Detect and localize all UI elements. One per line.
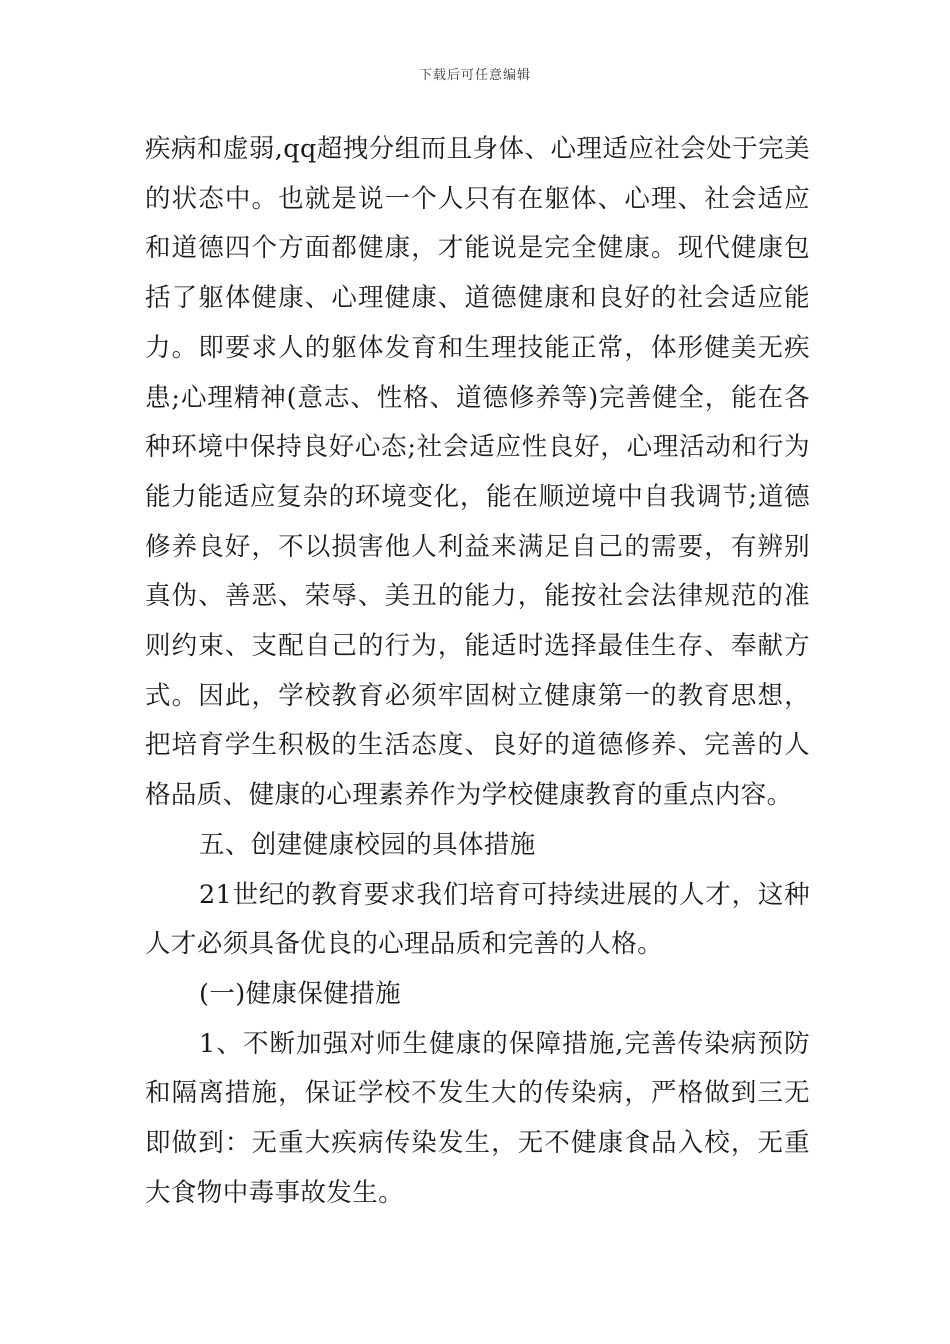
text-line: 式。因此，学校教育必须牢固树立健康第一的教育思想， — [145, 680, 810, 711]
text-line: 种环境中保持良好心态;社会适应性良好，心理活动和行为 — [145, 432, 810, 463]
text-line: 修养良好，不以损害他人利益来满足自己的需要，有辨别 — [145, 531, 810, 562]
text-line: 大食物中毒事故发生。 — [145, 1177, 405, 1208]
text-line: 把培育学生积极的生活态度、良好的道德修养、完善的人 — [145, 730, 810, 761]
text-line: 和道德四个方面都健康，才能说是完全健康。现代健康包 — [145, 233, 810, 264]
text-line: 1、不断加强对师生健康的保障措施,完善传染病预防 — [199, 1028, 810, 1059]
text-line: 人才必须具备优良的心理品质和完善的人格。 — [145, 929, 664, 960]
text-line: 疾病和虚弱,qq超拽分组而且身体、心理适应社会处于完美 — [145, 134, 810, 164]
paragraph-health-definition — [145, 125, 810, 821]
text-line: 即做到：无重大疾病传染发生，无不健康食品入校，无重 — [145, 1128, 810, 1159]
text-line: 21世纪的教育要求我们培育可持续进展的人才，这种 — [199, 879, 810, 910]
text-line: 力。即要求人的躯体发育和生理技能正常，体形健美无疾 — [145, 332, 810, 363]
section-heading-5: 五、创建健康校园的具体措施 — [199, 829, 536, 860]
text-line: 能力能适应复杂的环境变化，能在顺逆境中自我调节;道德 — [145, 481, 810, 512]
document-body — [145, 125, 810, 1218]
text-line: 真伪、善恶、荣辱、美丑的能力，能按社会法律规范的准 — [145, 581, 810, 612]
text-line: 格品质、健康的心理素养作为学校健康教育的重点内容。 — [145, 780, 793, 811]
text-line: 则约束、支配自己的行为，能适时选择最佳生存、奉献方 — [145, 631, 810, 662]
text-line: 和隔离措施，保证学校不发生大的传染病，严格做到三无 — [145, 1078, 810, 1109]
paragraph-21st-century — [145, 871, 810, 970]
subheading-health-measures: (一)健康保健措施 — [199, 978, 401, 1009]
page-header: 下载后可任意编辑 — [418, 68, 531, 83]
paragraph-measure-1 — [145, 1020, 810, 1219]
text-line: 的状态中。也就是说一个人只有在躯体、心理、社会适应 — [145, 183, 810, 214]
text-line: 患;心理精神(意志、性格、道德修养等)完善健全，能在各 — [145, 382, 810, 413]
text-line: 括了躯体健康、心理健康、道德健康和良好的社会适应能 — [145, 283, 810, 314]
